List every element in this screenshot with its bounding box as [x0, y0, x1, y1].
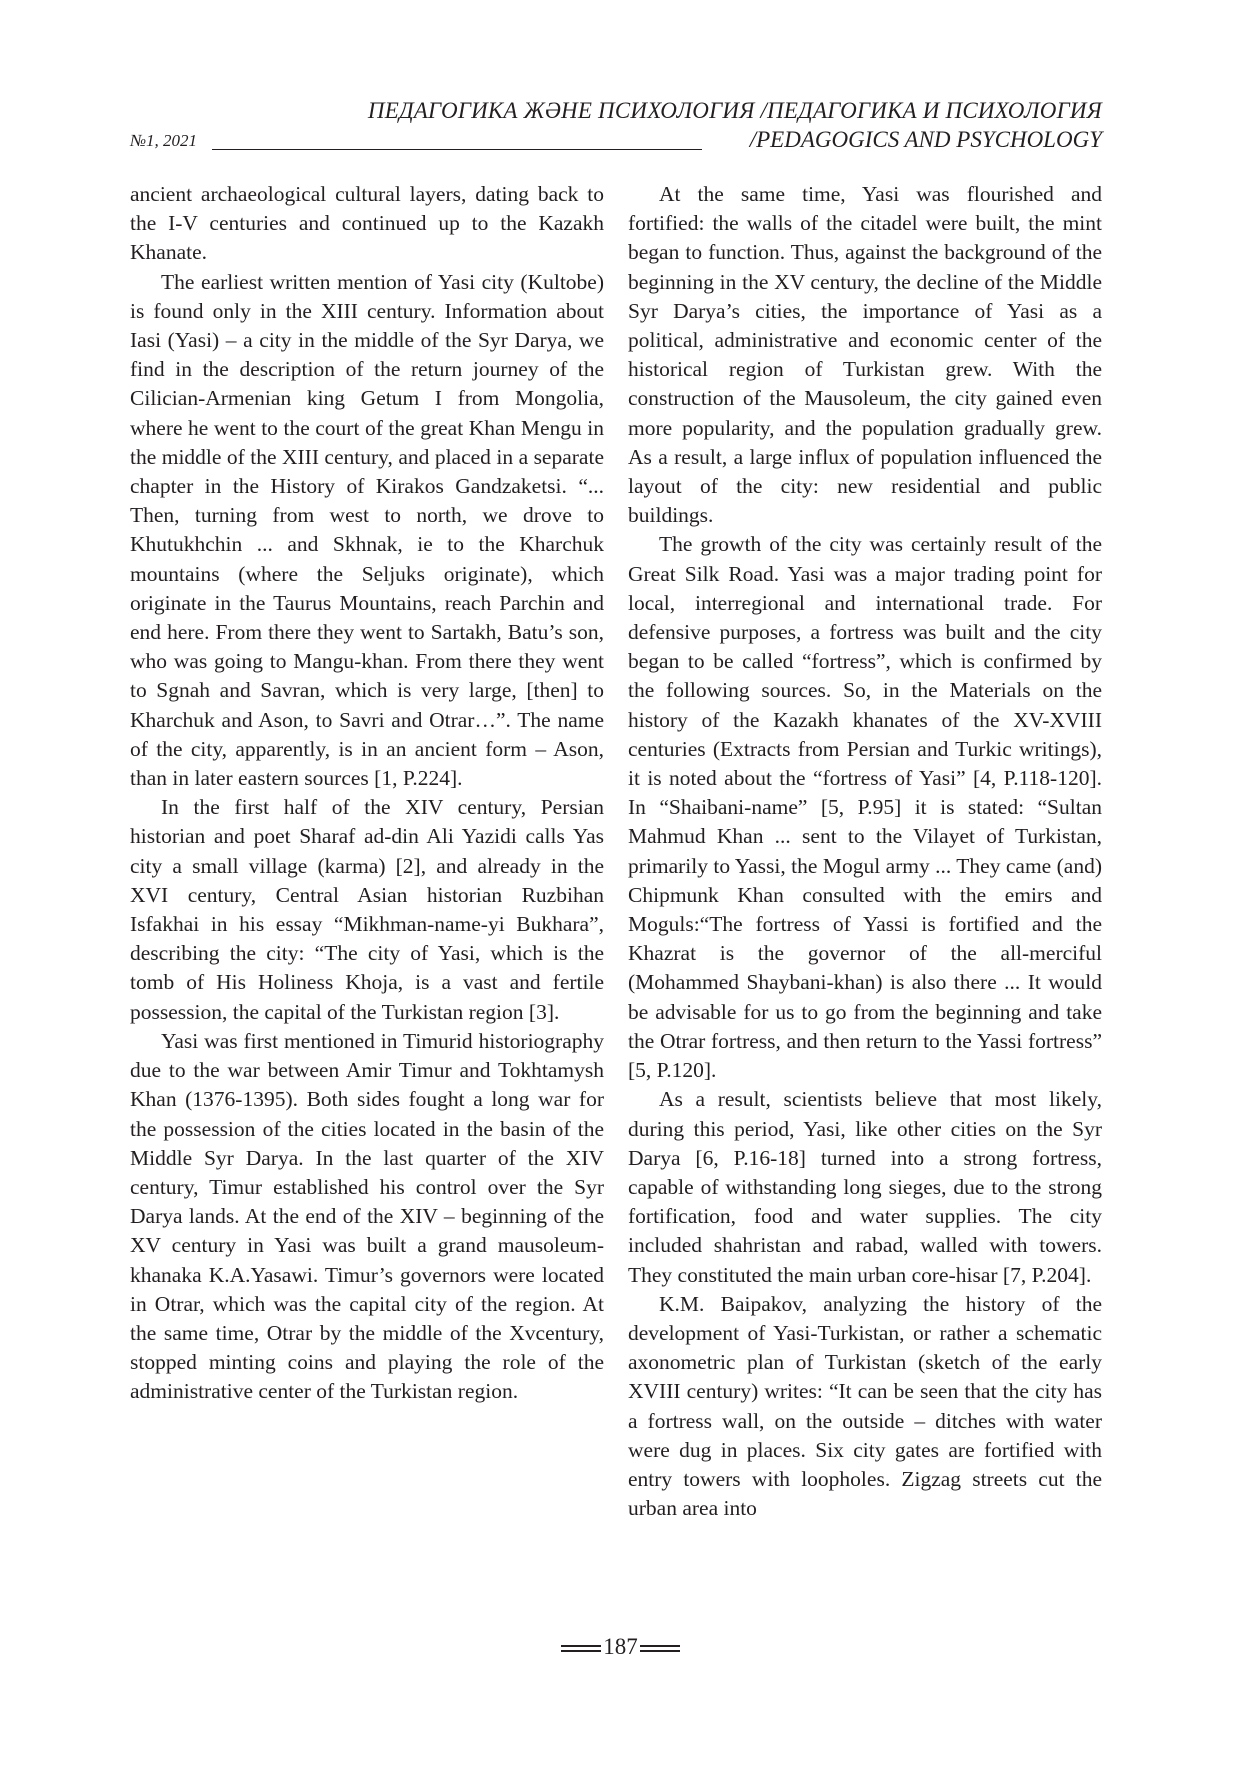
right-column: [628, 180, 1102, 1523]
paragraph: The growth of the city was certainly result of the Great Silk Road. Yasi was a major trading point for local, interregional and international trade. For defensive purposes, a fortress was built and the city began to be called “fortress”, which is confirmed by the following sources. So, in the Materials on the history of the Kazakh khanates of the XV-XVIII centuries (Extracts from Persian and Turkic writings), it is noted about the “fortress of Yasi” [4, P.118-120]. In “Shaibani-name” [5, P.95] it is stated: “Sultan Mahmud Khan ... sent to the Vilayet of Turkistan, primarily to Yassi, the Mogul army ... They came (and) Chipmunk Khan consulted with the emirs and Moguls:“The fortress of Yassi is fortified and the Khazrat is the governor of the all-merciful (Mohammed Shaybani-khan) is also there ... It would be advisable for us to go from the beginning and take the Otrar fortress, and then return to the Yassi fortress” [5, P.120].: [628, 532, 1102, 1083]
journal-title: ПЕДАГОГИКА ЖӘНЕ ПСИХОЛОГИЯ /ПЕДАГОГИКА И ПСИХОЛОГИЯ: [367, 98, 1102, 123]
footer-ornament-right: [640, 1645, 680, 1652]
paragraph: At the same time, Yasi was flourished and fortified: the walls of the citadel were built, the mint began to function. Thus, against the background of the beginning in the XV century, the decline of the Middle Syr Darya’s cities, the importance of Yasi as a political, administrative and economic center of the historical region of Turkistan grew. With the construction of the Mausoleum, the city gained even more popularity, and the population gradually grew. As a result, a large influx of population influenced the layout of the city: new residential and public buildings.: [628, 182, 1102, 528]
footer-ornament-left: [561, 1645, 601, 1652]
page-number: 187: [603, 1634, 638, 1659]
issue-number: №1, 2021: [130, 131, 198, 150]
paragraph: In the first half of the XIV century, Persian historian and poet Sharaf ad-din Ali Yazidi calls Yas city a small village (karma) [2], and already in the XVI century, Central Asian historian Ruzbihan Isfakhai in his essay “Mikhman-name-yi Bukhara”, describing the city: “The city of Yasi, which is the tomb of His Holiness Khoja, is a vast and fertile possession, the capital of the Turkistan region [3].: [130, 795, 604, 1024]
paragraph: The earliest written mention of Yasi city (Kultobe) is found only in the XIII century. Information about Iasi (Yasi) – a city in the middle of the Syr Darya, we find in the description of the return journey of the Cilician-Armenian king Getum I from Mongolia, where he went to the court of the great Khan Mengu in the middle of the XIII century, and placed in a separate chapter in the History of Kirakos Gandzaketsi. “... Then, turning from west to north, we drove to Khutukhchin ... and Skhnak, ie to the Kharchuk mountains (where the Seljuks originate), which originate in the Taurus Mountains, reach Parchin and end here. From there they went to Sartakh, Batu’s son, who was going to Mangu-khan. From there they went to Sgnah and Savran, which is very large, [then] to Kharchuk and Ason, to Savri and Otrar…”. The name of the city, apparently, is in an ancient form – Ason, than in later eastern sources [1, P.224].: [130, 269, 604, 791]
paragraph: Yasi was first mentioned in Timurid historiography due to the war between Amir Timur and Tokhtamysh Khan (1376-1395). Both sides fought a long war for the possession of the cities located in the basin of the Middle Syr Darya. In the last quarter of the XIV century, Timur established his control over the Syr Darya lands. At the end of the XIV – beginning of the XV century in Yasi was built a grand mausoleum-khanaka K.A.Yasawi. Timur’s governors were located in Otrar, which was the capital city of the region. At the same time, Otrar by the middle of the Xvcentury, stopped minting coins and playing the role of the administrative center of the Turkistan region.: [130, 1028, 604, 1404]
paragraph: ancient archaeological cultural layers, dating back to the I-V centuries and continued up to the Kazakh Khanate.: [130, 182, 604, 265]
paragraph: As a result, scientists believe that most likely, during this period, Yasi, like other cities on the Syr Darya [6, P.16-18] turned into a strong fortress, capable of withstanding long sieges, due to the strong fortification, food and water supplies. The city included shahristan and rabad, walled with towers. They constituted the main urban core-hisar [7, P.204].: [628, 1087, 1102, 1287]
header-divider: [212, 149, 702, 150]
left-column: [130, 180, 604, 1407]
paragraph: K.M. Baipakov, analyzing the history of the development of Yasi-Turkistan, or rather a schematic axonometric plan of Turkistan (sketch of the early XVIII century) writes: “It can be seen that the city has a fortress wall, on the outside – ditches with water were dug in places. Six city gates are fortified with entry towers with loopholes. Zigzag streets cut the urban area into: [628, 1291, 1102, 1521]
page-footer: [0, 1632, 1241, 1662]
journal-title-en: /PEDAGOGICS AND PSYCHOLOGY: [749, 127, 1102, 152]
